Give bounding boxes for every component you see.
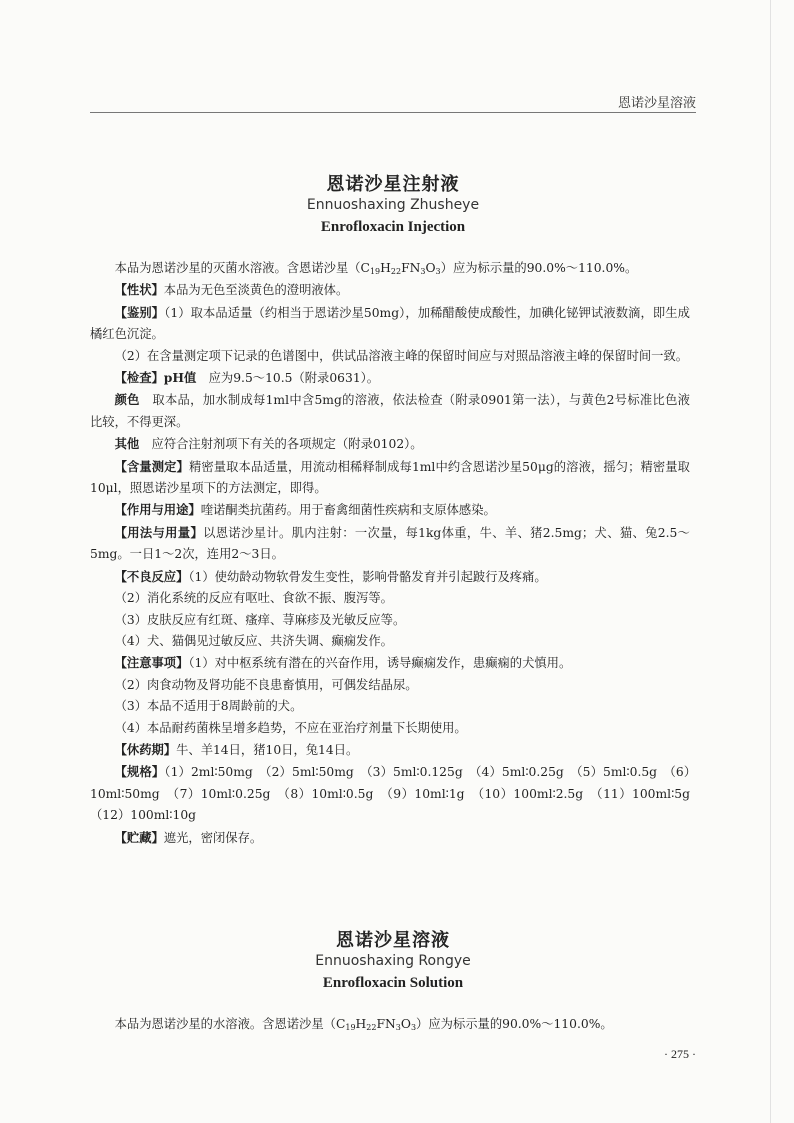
adverse-para: 【不良反应】（1）使幼龄动物软骨发生变性，影响骨骼发育并引起跛行及疼痛。 <box>114 568 547 584</box>
page-edge-line <box>770 0 771 1123</box>
page-number: · 275 · <box>664 1047 696 1061</box>
header-rule <box>90 112 696 113</box>
color-para: 颜色 取本品，加水制成每1ml中含5mg的溶液，依法检查（附录0901第一法），与黄色2号标准比色液比较，不得更深。 <box>90 392 690 429</box>
adverse-item: （2）消化系统的反应有呕吐、食欲不振、腹泻等。 <box>114 591 393 606</box>
precaution-item: （2）肉食动物及肾功能不良患畜慎用，可偶发结晶尿。 <box>114 677 418 692</box>
injection-pinyin: Ennuoshaxing Zhusheye <box>306 197 480 213</box>
storage-para: 【贮藏】遮光，密闭保存。 <box>114 829 263 845</box>
precaution-item: （3）本品不适用于8周龄前的犬。 <box>114 699 303 714</box>
action-use-para: 【作用与用途】喹诺酮类抗菌药。用于畜禽细菌性疾病和支原体感染。 <box>114 502 496 518</box>
adverse-item: （3）皮肤反应有红斑、瘙痒、荨麻疹及光敏反应等。 <box>114 612 406 627</box>
solution-title: 恩诺沙星溶液 <box>336 930 450 951</box>
other-para: 其他 应符合注射剂项下有关的各项规定（附录0102）。 <box>114 436 423 452</box>
identification-para: 【鉴别】（1）取本品适量（约相当于恩诺沙星50mg），加稀醋酸使成酸性，加碘化铋钾试液数滴，即生成橘红色沉淀。 <box>90 304 690 342</box>
solution-pinyin: Ennuoshaxing Rongye <box>315 953 471 969</box>
solution-english-title: Enrofloxacin Solution <box>322 975 464 991</box>
precautions-para: 【注意事项】（1）对中枢系统有潜在的兴奋作用，诱导癫痫发作，患癫痫的犬慎用。 <box>114 655 572 671</box>
withdrawal-para: 【休药期】牛、羊14日，猪10日，兔14日。 <box>114 741 359 757</box>
adverse-item: （4）犬、猫偶见过敏反应、共济失调、癫痫发作。 <box>114 633 393 648</box>
injection-title: 恩诺沙星注射液 <box>326 174 460 195</box>
running-head: 恩诺沙星溶液 <box>617 96 696 111</box>
injection-body <box>90 258 703 849</box>
assay-para: 【含量测定】精密量取本品适量，用流动相稀释制成每1ml中约含恩诺沙星50μg的溶液，摇匀；精密量取10μl，照恩诺沙星项下的方法测定，即得。 <box>90 458 690 496</box>
identification-para-2: （2）在含量测定项下记录的色谱图中，供试品溶液主峰的保留时间应与对照品溶液主峰的保留时间一致。 <box>114 348 689 363</box>
solution-body <box>90 1014 690 1035</box>
properties-para: 【性状】本品为无色至淡黄色的澄明液体。 <box>114 282 349 298</box>
injection-english-title: Enrofloxacin Injection <box>320 219 466 235</box>
precaution-item: （4）本品耐药菌株呈增多趋势，不应在亚治疗剂量下长期使用。 <box>114 720 467 735</box>
injection-intro: 本品为恩诺沙星的灭菌水溶液。含恩诺沙星$(C_{19}H_{22}FN_3O_3)$应为标示量的90.0%～110.0%。 <box>114 261 638 276</box>
solution-intro: 本品为恩诺沙星的水溶液。含恩诺沙星$(C_{19}H_{22}FN_3O_3)$应为标示量的90.0%～110.0%。 <box>114 1017 613 1032</box>
dosage-para: 【用法与用量】以恩诺沙星计。肌内注射：一次量，每1kg体重，牛、羊、猪2.5mg；犬、猫、兔2.5～5mg。一日1～2次，连用2～3日。 <box>90 524 690 562</box>
tests-para: 【检查】pH值 应为9.5～10.5（附录0631）。 <box>114 370 380 386</box>
specifications-para: 【规格】（1）2ml∶50mg （2）5ml∶50mg （3）5ml∶0.125g （4）5ml∶0.25g （5）5ml∶0.5g （6）10ml∶50mg （7）10ml∶0.25g （8）10ml∶0.5g （9）10ml∶1g （10）100ml∶2.5g （11）100ml∶5g （12）100ml∶10g <box>90 764 703 823</box>
